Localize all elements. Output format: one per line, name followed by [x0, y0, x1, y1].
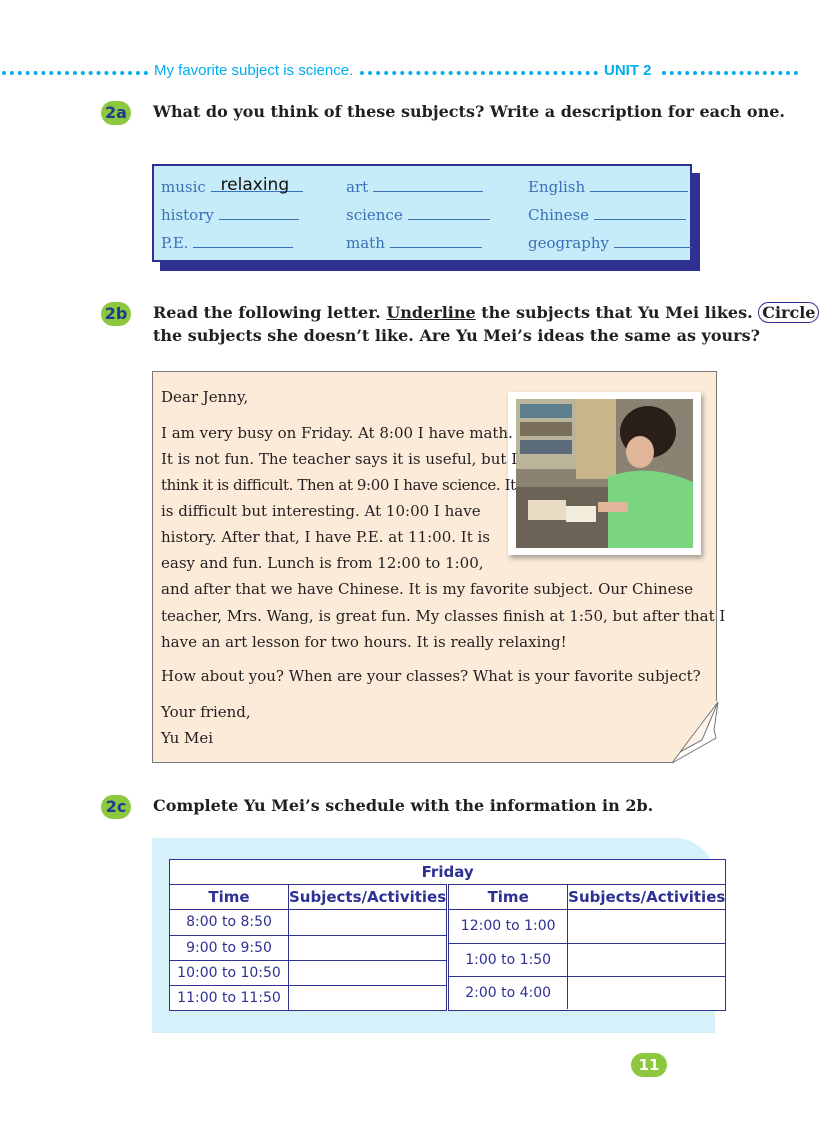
header-dots-left [2, 71, 148, 75]
subject-blank-cell[interactable] [289, 985, 447, 1010]
item-english [528, 177, 688, 196]
schedule-table [169, 859, 726, 1011]
letter-body-line: easy and fun. Lunch is from 12:00 to 1:00, [161, 554, 484, 572]
letter-body-line: It is not fun. The teacher says it is useful, but I [161, 450, 518, 468]
subject-blank-cell[interactable] [289, 960, 447, 985]
item-music [161, 177, 303, 196]
lesson-title: My favorite subject is science. [154, 62, 354, 79]
left-schedule-table [170, 910, 446, 1010]
instruction-2a: What do you think of these subjects? Write a description for each one. [153, 102, 785, 121]
subject-blank-cell[interactable] [568, 943, 726, 976]
subject-label: geography [528, 234, 609, 252]
instruction-2c: Complete Yu Mei’s schedule with the information in 2b. [153, 796, 654, 815]
letter-body-line: I am very busy on Friday. At 8:00 I have math. [161, 424, 513, 442]
answer-blank[interactable] [211, 175, 303, 195]
letter-closing: Your friend, [161, 703, 251, 721]
instruction-2b-line2: the subjects she doesn’t like. Are Yu Mei’s ideas the same as yours? [153, 326, 760, 345]
section-badge-2a: 2a [101, 101, 131, 125]
handwritten-answer: relaxing [220, 175, 290, 195]
item-pe [161, 233, 293, 252]
section-badge-2b: 2b [101, 302, 131, 326]
subject-blank-cell[interactable] [289, 910, 447, 935]
letter-body-line: history. After that, I have P.E. at 11:00. It is [161, 528, 491, 546]
time-cell: 2:00 to 4:00 [449, 976, 568, 1009]
subject-label: art [346, 178, 369, 196]
time-cell: 1:00 to 1:50 [449, 943, 568, 976]
item-math [346, 233, 482, 252]
page-curl-corner [672, 700, 718, 764]
page-number: 11 [631, 1053, 667, 1077]
section-badge-2c: 2c [101, 795, 131, 819]
header-subjects-left: Subjects/Activities [289, 885, 448, 910]
header-time-right: Time [448, 885, 568, 910]
instruction-2b-part1: Read the following letter. [153, 303, 387, 322]
header-subjects-right: Subjects/Activities [568, 885, 726, 910]
subject-label: history [161, 206, 214, 224]
header-dots-middle [360, 71, 598, 75]
item-art [346, 177, 483, 196]
subject-label: music [161, 178, 206, 196]
circle-word: Circle [758, 302, 819, 323]
left-schedule-block [170, 910, 448, 1011]
schedule-day-title: Friday [170, 860, 726, 885]
instruction-2b-part2: the subjects that Yu Mei likes. [475, 303, 759, 322]
answer-blank[interactable] [219, 205, 299, 220]
answer-blank[interactable] [373, 177, 483, 192]
item-science [346, 205, 490, 224]
subject-label: math [346, 234, 385, 252]
subject-label: P.E. [161, 234, 189, 252]
right-schedule-block [448, 910, 726, 1011]
letter-body-line: think it is difficult. Then at 9:00 I have science. It [161, 476, 516, 494]
subject-label: Chinese [528, 206, 590, 224]
letter-body-line: and after that we have Chinese. It is my favorite subject. Our Chinese [161, 580, 694, 598]
subject-blank-cell[interactable] [568, 910, 726, 943]
answer-blank[interactable] [390, 233, 482, 248]
time-cell: 9:00 to 9:50 [170, 935, 289, 960]
letter-body-line: is difficult but interesting. At 10:00 I have [161, 502, 481, 520]
time-cell: 8:00 to 8:50 [170, 910, 289, 935]
answer-blank[interactable] [590, 177, 688, 192]
time-cell: 12:00 to 1:00 [449, 910, 568, 943]
letter-signature: Yu Mei [161, 729, 214, 747]
answer-blank[interactable] [594, 205, 686, 220]
photo-girl-writing-letter [508, 392, 701, 555]
answer-blank[interactable] [193, 233, 293, 248]
item-chinese [528, 205, 686, 224]
subject-label: English [528, 178, 586, 196]
letter-question: How about you? When are your classes? What is your favorite subject? [161, 667, 701, 685]
answer-blank[interactable] [408, 205, 490, 220]
letter-greeting: Dear Jenny, [161, 388, 249, 406]
time-cell: 10:00 to 10:50 [170, 960, 289, 985]
photo-image [508, 392, 701, 555]
instruction-2b [153, 301, 819, 324]
subject-blank-cell[interactable] [568, 976, 726, 1009]
answer-blank[interactable] [614, 233, 692, 248]
letter-body-line: teacher, Mrs. Wang, is great fun. My classes finish at 1:50, but after that I [161, 607, 726, 625]
letter-body-line: have an art lesson for two hours. It is really relaxing! [161, 633, 567, 651]
header-dots-right [662, 71, 798, 75]
subject-blank-cell[interactable] [289, 935, 447, 960]
item-geography [528, 233, 692, 252]
header-time-left: Time [170, 885, 289, 910]
time-cell: 11:00 to 11:50 [170, 985, 289, 1010]
underline-word: Underline [386, 303, 476, 322]
unit-label: UNIT 2 [604, 62, 652, 79]
item-history [161, 205, 299, 224]
right-schedule-table [449, 910, 725, 1009]
subject-label: science [346, 206, 403, 224]
